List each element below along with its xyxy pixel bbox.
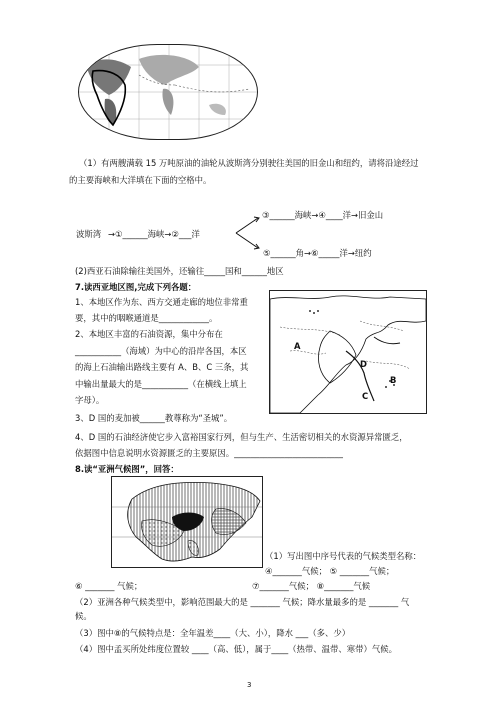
q7-line6: 中输出量最大的是___________（在横线上填上	[75, 379, 247, 389]
q8-answer4: （2）亚洲各种气候类型中，影响范围最大的是 _______ 气候；降水量最多的是 _______ 气	[75, 597, 410, 607]
route-middle: →①______海峡→②___洋	[108, 229, 200, 239]
q7-line4: ___________（海域）为中心的沿岸各国，本区	[75, 346, 247, 356]
q8-answer6: （3）图中⑧的气候特点是：全年温差____（大、小），降水 ___（多、少）	[75, 628, 351, 638]
asia-climate-map-drawing	[112, 477, 262, 567]
map-label-d: D	[360, 359, 367, 369]
q8-answer3b: ⑦_______气候； ⑧_______气候	[252, 581, 371, 591]
q7-line5: 的海上石油输出路线主要有 A、B、C 三条，其	[75, 362, 249, 372]
q7-line2: 要，其中的咽喉通道是____________。	[75, 313, 218, 323]
q8-title: 8.读“亚洲气候图”，回答：	[75, 464, 179, 474]
route-lower: ⑤______角→⑥_____洋→纽约	[263, 248, 372, 258]
map-label-b: B	[390, 375, 397, 385]
oil-question-line3: (2)西亚石油除输往美国外，还输往_____国和______地区	[75, 266, 284, 276]
q7-title: 7.读西亚地区图,完成下列各题：	[75, 282, 197, 292]
page-number: 3	[247, 681, 252, 689]
asia-climate-map	[111, 476, 263, 568]
west-asia-map-drawing	[270, 291, 426, 413]
q8-answer5: 候。	[75, 611, 92, 621]
route-fork-arrows	[234, 212, 264, 254]
q7-line1: 1、本地区作为东、西方交通走廊的地位非常重	[75, 297, 248, 307]
q7-line3: 2、本地区丰富的石油资源，集中分布在	[75, 329, 223, 339]
oil-question-line2: 的主要海峡和大洋填在下面的空格中。	[69, 175, 212, 185]
map-label-c: C	[362, 391, 369, 401]
route-start: 波斯湾	[76, 229, 102, 239]
q7-line9: 4、D 国的石油经济使它步入富裕国家行列，但与生产、生活密切相关的水资源异常匮乏，	[75, 432, 408, 442]
q7-line7: 字母）。	[75, 395, 105, 405]
q8-answer1: （1）写出图中序号代表的气候类型名称：	[265, 551, 422, 561]
world-map-figure	[78, 44, 258, 140]
oil-question-line1: （1）有两艘满载 15 万吨原油的油轮从波斯湾分别驶往美国的旧金山和纽约，请将沿途经过	[79, 158, 419, 168]
q8-answer2: ④_______气候； ⑤ _______气候；	[265, 566, 395, 576]
q8-answer7: （4）图中孟买所处纬度位置较 ____（高、低），属于____（热带、温带、寒带）气候。	[75, 644, 398, 654]
q7-line8: 3、D 国的麦加被______教尊称为“圣城”。	[75, 413, 233, 423]
route-upper: ③______海峡→④____洋→旧金山	[262, 210, 384, 220]
q7-line10: 依据图中信息说明水资源匮乏的主要原因。__________________________	[75, 448, 343, 458]
world-map-drawing	[79, 45, 257, 139]
west-asia-map	[269, 290, 427, 414]
map-label-a: A	[294, 341, 301, 351]
q8-answer3: ⑥ _______ 气候；	[75, 581, 143, 591]
